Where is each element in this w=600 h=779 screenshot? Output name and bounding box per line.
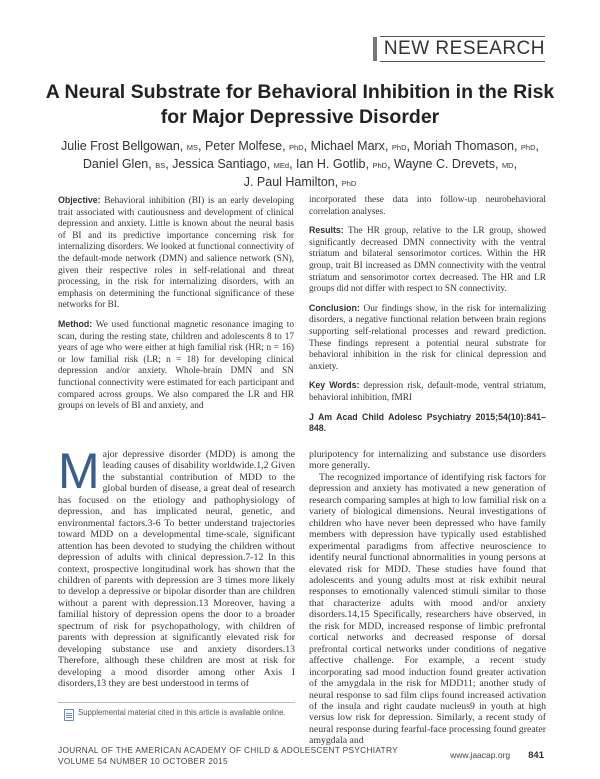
abstract-method [58,319,294,413]
author-degree: PhD [520,143,536,152]
keywords-label: Key Words: [309,380,360,391]
abstract-left-column [58,195,294,420]
method-continued: incorporated these data into follow-up neurobehavioral correlation analyses. [309,195,546,217]
author: Michael Marx, PhD, [310,139,410,153]
author-degree: PhD [341,179,357,188]
supplemental-note-text: Supplemental material cited in this article is available online. [78,708,286,717]
method-label: Method: [58,318,93,329]
abstract-conclusion [309,303,546,374]
supplemental-note [58,702,295,727]
author-degree: MS [186,143,198,152]
author-name: Moriah Thomason [413,139,514,153]
author: Jessica Santiago, MEd, [172,157,293,171]
drop-cap: M [58,443,100,499]
abstract-objective [58,195,294,312]
intro-continued: pluripotency for internalizing and substance use disorders more generally. [309,449,546,472]
body-left-column [58,443,295,690]
journal-name: JOURNAL OF THE AMERICAN ACADEMY OF CHILD & ADOLESCENT PSYCHIATRY [58,745,398,755]
author-name: Daniel Glen [82,157,149,171]
conclusion-label: Conclusion: [309,302,360,313]
keywords-text: depression risk, default-mode, ventral striatum, behavioral inhibition, fMRI [309,381,546,403]
author-degree: PhD [289,143,304,152]
author-name: Peter Molfese [204,139,283,153]
author: Daniel Glen, BS, [82,157,169,171]
conclusion-text: Our findings show, in the risk for internalizing disorders, a negative functional relation between brain regions supporting self-relational processes and reward prediction. These findings represent a potential neural substrate for behavioral inhibition in the risk for clinical depression and anxiety. [309,303,546,372]
issue-info: VOLUME 54 NUMBER 10 OCTOBER 2015 [58,755,228,766]
author: Julie Frost Bellgowan, MS, [60,139,202,153]
article-title: A Neural Substrate for Behavioral Inhibition in the Risk for Major Depressive Disorder [45,81,555,128]
page-number: 841 [528,750,544,761]
author: J. Paul Hamilton, PhD [243,175,357,189]
body-paragraph: The recognized importance of identifying risk factors for depression and anxiety has motivated a new generation of research comparing samples at high to low familial risk on a variety of biological dimensions. Neural investigations of children who have never been depressed who have family members with depression have typically used established experimental paradigms from affective neuroscience to identify neural functional abnormalities in young persons at elevated risk for MDD. These studies have found that adolescents and young adults most at risk exhibit neural responses to emotionally valenced stimuli similar to those that characterize adults with mood and/or anxiety disorders.14,15 Specifically, researchers have observed, in the risk for MDD, increased response of limbic prefrontal cortical networks and decreased response of dorsal prefrontal cortical networks under conditions of negative affective challenge. For example, a recent study incorporating sad mood induction found greater activation of the amygdala in the risk for MDD11; another study of neural response to sad film clips found increased activation of the insula and right caudate nucleus9 in youth at high versus low risk for depression. Similarly, a recent study of neural response during fearful-face processing found greater amygdala and [309,471,546,747]
results-label: Results: [309,225,344,236]
footer-right [450,750,544,761]
footer-journal [58,745,398,766]
author: Peter Molfese, PhD, [204,139,308,153]
intro-paragraph [58,443,295,690]
citation: J Am Acad Child Adolesc Psychiatry 2015;54(10):841–848. [309,411,546,434]
author-degree: MD [501,161,514,170]
author: Wayne C. Drevets, MD, [394,157,518,171]
author-name: J. Paul Hamilton [243,175,335,189]
document-icon [64,709,74,721]
body-right-column [309,449,546,747]
author-name: Julie Frost Bellgowan [60,139,180,153]
author: Moriah Thomason, PhD, [413,139,539,153]
author-degree: PhD [391,143,407,152]
section-label: NEW RESEARCH [383,38,545,59]
abstract-results [309,225,546,296]
author-degree: MEd [273,161,290,170]
author-name: Wayne C. Drevets [394,157,495,171]
author-list [55,138,545,192]
results-text: The HR group, relative to the LR group, showed significantly decreased DMN connectivity with the ventral striatum and bilateral sensorimotor cortices. Within the HR group, trait BI increased as DMN connectivity with the ventral striatum and sensorimotor cortex decreased. The HR and LR groups did not differ with respect to SN connectivity. [309,226,546,295]
abstract-keywords [309,380,546,404]
section-banner [380,36,545,62]
author-degree: PhD [372,161,388,170]
journal-url[interactable]: www.jaacap.org [450,750,511,760]
author-name: Ian H. Gotlib [296,157,366,171]
author-name: Michael Marx [310,139,385,153]
objective-label: Objective: [58,195,101,205]
intro-text: ajor depressive disorder (MDD) is among the leading causes of disability worldwide.1,2 Given the substantial contribution of MDD to the global burden of disease, a great deal of research has focused on the etiology and pathophysiology of depression, and has implicated neural, genetic, and environmental factors.3-6 To better understand trajectories toward MDD on a developmental time-scale, significant attention has been devoted to studying the children without depression of adults with clinical depression.7-12 In this context, prospective longitudinal work has shown that the children of parents with depression are 3 times more likely to develop a depressive or bipolar disorder than are children without a parent with depression.13 Moreover, having a familial history of depression opens the door to a broader spectrum of risk for psychopathology, with children of parents with depression at significantly elevated risk for developing substance use and anxiety disorders.13 Therefore, although these children are most at risk for developing a mood disorder among other Axis I disorders,13 they are best understood in terms of [58,449,295,690]
objective-text: Behavioral inhibition (BI) is an early developing trait associated with cautiousness and development of clinical depression and anxiety. Little is known about the neural basis of BI and its predictive importance concerning risk for internalizing disorders. We looked at functional connectivity of the default-mode network (DMN) and salience network (SN), given their respective roles in self-relational and threat processing, in the risk for internalizing disorders, with an emphasis on determining the functional significance of these networks for BI. [58,196,295,311]
abstract-right-column [309,195,546,442]
author-name: Jessica Santiago [172,157,267,171]
method-text: We used functional magnetic resonance imaging to scan, during the resting state, children and adolescents 8 to 17 years of age who were either at high familial risk (HR; n = 16) or low familial risk (LR; n = 18) for developing clinical depression and/or anxiety. Whole-brain DMN and SN functional connectivity were estimated for each participant and compared across groups. We also compared the LR and HR groups on levels of BI and anxiety, and [58,319,295,412]
author: Ian H. Gotlib, PhD, [296,157,391,171]
author-degree: BS [155,161,166,170]
